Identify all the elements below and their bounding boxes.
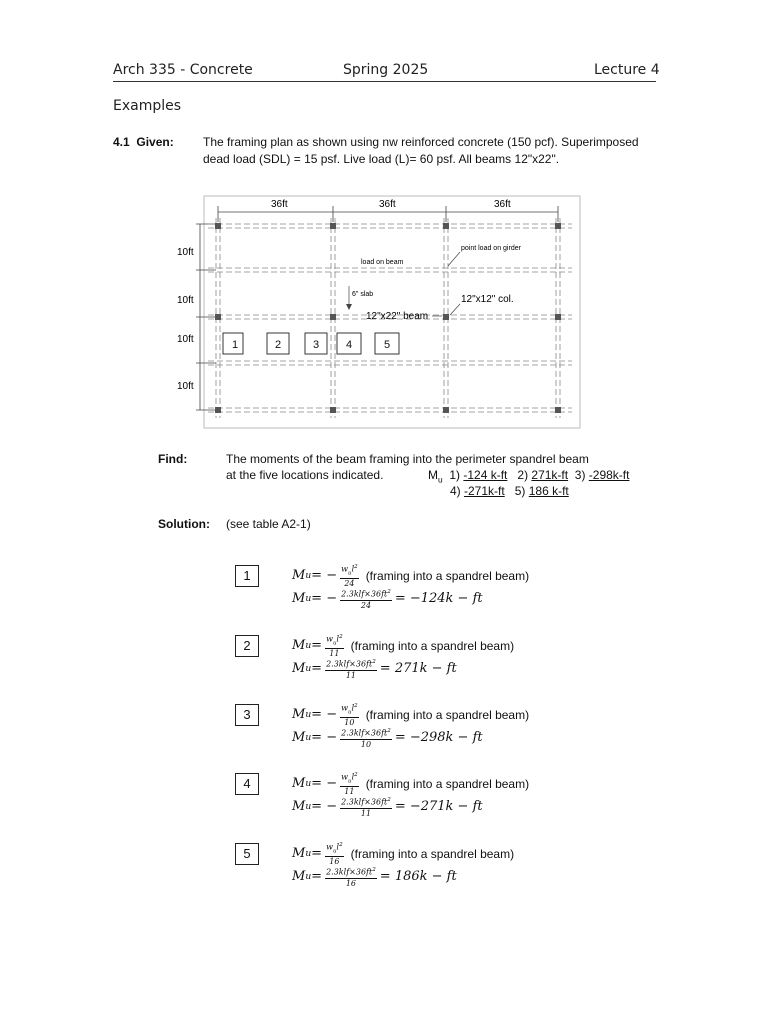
equation-note: (framing into a spandrel beam): [350, 638, 515, 653]
equals-sign: = −: [311, 776, 338, 792]
equals-sign: = −: [311, 799, 338, 815]
length-symbol: l: [351, 772, 355, 782]
point-load-leader: [448, 252, 460, 266]
column-leader: [450, 304, 460, 315]
given-line-1: The framing plan as shown using nw reinforced concrete (150 pcf). Superimposed: [203, 135, 639, 149]
moment-subscript: u: [305, 663, 312, 674]
result-2-index: 2): [517, 468, 529, 482]
problem-number-value: 4.1: [113, 135, 130, 149]
moment-result: = −124k − ft: [394, 591, 483, 607]
load-on-beam-label: load on beam: [361, 259, 404, 266]
location-box-3: 3: [235, 704, 259, 726]
fraction-denominator: 16: [329, 857, 340, 867]
location-number-3: 3: [313, 339, 320, 351]
section-title: Examples: [113, 98, 182, 114]
load-expression: 2.3klf×36ft: [341, 589, 388, 599]
given-text: [203, 134, 639, 168]
moment-subscript: u: [305, 640, 312, 651]
load-symbol: w: [326, 842, 333, 852]
result-5-value: 186 k-ft: [528, 484, 569, 498]
lecture-label: Lecture 4: [594, 62, 660, 78]
length-exponent: 2: [372, 867, 376, 873]
fraction-numerator: [325, 840, 344, 857]
substituted-fraction: [325, 657, 377, 681]
equation-3-formula: [292, 701, 529, 728]
moment-subscript: u: [305, 593, 312, 604]
slab-label: 6" slab: [352, 291, 374, 298]
given-line-2: dead load (SDL) = 15 psf. Live load (L)= 60 psf. All beams 12"x22".: [203, 152, 560, 166]
fraction-numerator: [340, 587, 392, 601]
span-label-3: 36ft: [494, 199, 511, 210]
result-2-value: 271k-ft: [531, 468, 569, 482]
span-label-2: 36ft: [379, 199, 396, 210]
fraction-denominator: 10: [360, 739, 372, 749]
result-1-index: 1): [449, 468, 461, 482]
fraction-numerator: [325, 657, 377, 671]
moment-subscript: u: [305, 732, 312, 743]
load-symbol: w: [326, 634, 333, 644]
equation-note: (framing into a spandrel beam): [350, 846, 515, 861]
moment-symbol: M: [292, 568, 306, 584]
substituted-fraction: [325, 865, 377, 889]
span-label-1: 36ft: [271, 199, 288, 210]
moment-symbol: M: [292, 846, 306, 862]
formula-fraction: [340, 701, 359, 728]
length-symbol: l: [336, 634, 340, 644]
length-symbol: l: [336, 842, 340, 852]
formula-fraction: [325, 632, 344, 659]
load-symbol: w: [341, 703, 348, 713]
load-subscript: u: [332, 640, 337, 647]
moment-result: = −298k − ft: [394, 730, 483, 746]
equals-sign: =: [311, 869, 323, 885]
fraction-numerator: [340, 701, 359, 718]
moment-subscript: u: [305, 848, 312, 859]
equals-sign: =: [311, 638, 323, 654]
moment-subscript: u: [305, 778, 312, 789]
equation-2-formula: [292, 632, 514, 659]
length-exponent: 2: [387, 728, 391, 734]
solution-label: Solution:: [158, 517, 210, 531]
equation-2-result: [292, 657, 457, 681]
moment-symbol: M: [292, 869, 306, 885]
load-symbol: w: [341, 564, 348, 574]
fraction-numerator: [340, 562, 359, 579]
moment-symbol: M: [292, 591, 306, 607]
load-subscript: u: [332, 848, 337, 855]
location-number-4: 4: [346, 339, 353, 351]
formula-fraction: [325, 840, 344, 867]
find-line-2: at the five locations indicated.: [226, 468, 384, 482]
moment-result: = −271k − ft: [394, 799, 483, 815]
equation-5-result: [292, 865, 457, 889]
equation-1-result: [292, 587, 483, 611]
equation-note: (framing into a spandrel beam): [365, 707, 530, 722]
moment-subscript: u: [305, 570, 312, 581]
fraction-denominator: 16: [345, 878, 357, 888]
equation-note: (framing into a spandrel beam): [365, 568, 530, 583]
fraction-denominator: 24: [344, 579, 355, 589]
equals-sign: = −: [311, 568, 338, 584]
point-load-label: point load on girder: [461, 245, 521, 252]
fraction-denominator: 11: [345, 670, 357, 680]
location-box-4: 4: [235, 773, 259, 795]
load-subscript: u: [347, 778, 352, 785]
length-exponent: 2: [339, 634, 343, 640]
equation-4-result: [292, 795, 483, 819]
beam-label: 12"x22" beam: [366, 311, 429, 322]
substituted-fraction: [340, 726, 392, 750]
substituted-fraction: [340, 587, 392, 611]
column-label: 12"x12" col.: [461, 294, 514, 305]
length-exponent: 2: [354, 564, 358, 570]
load-symbol: w: [341, 772, 348, 782]
length-symbol: l: [351, 703, 355, 713]
fraction-numerator: [340, 726, 392, 740]
length-exponent: 2: [387, 797, 391, 803]
result-5-index: 5): [514, 484, 526, 498]
equation-5-formula: [292, 840, 514, 867]
location-box-2: 2: [235, 635, 259, 657]
fraction-denominator: 11: [360, 808, 372, 818]
moment-result: = 271k − ft: [379, 661, 457, 677]
fraction-denominator: 10: [344, 718, 355, 728]
moment-symbol: M: [292, 730, 306, 746]
moment-subscript: u: [305, 871, 312, 882]
fraction-denominator: 11: [344, 787, 355, 797]
fraction-denominator: 24: [360, 600, 372, 610]
length-exponent: 2: [354, 703, 358, 709]
location-box-5: 5: [235, 843, 259, 865]
fraction-numerator: [325, 632, 344, 649]
load-expression: 2.3klf×36ft: [326, 659, 373, 669]
problem-number: [113, 134, 174, 151]
mu-subscript: u: [438, 474, 443, 485]
moment-result: = 186k − ft: [379, 869, 457, 885]
length-exponent: 2: [354, 772, 358, 778]
find-line-1: The moments of the beam framing into the perimeter spandrel beam: [226, 452, 589, 466]
equals-sign: = −: [311, 591, 338, 607]
course-title: Arch 335 - Concrete: [113, 62, 253, 78]
bay-label-1: 10ft: [177, 247, 194, 258]
moment-subscript: u: [305, 801, 312, 812]
length-exponent: 2: [339, 842, 343, 848]
moment-subscript: u: [305, 709, 312, 720]
moment-symbol: M: [292, 776, 306, 792]
bay-label-4: 10ft: [177, 381, 194, 392]
term-label: Spring 2025: [343, 62, 429, 78]
moment-symbol: M: [292, 638, 306, 654]
location-number-2: 2: [275, 339, 282, 351]
mu-symbol: M: [428, 468, 438, 482]
find-label: Find:: [158, 452, 188, 466]
length-exponent: 2: [372, 659, 376, 665]
location-box-1: 1: [235, 565, 259, 587]
load-subscript: u: [347, 709, 352, 716]
equation-3-result: [292, 726, 483, 750]
equation-4-formula: [292, 770, 529, 797]
load-subscript: u: [347, 570, 352, 577]
load-expression: 2.3klf×36ft: [341, 797, 388, 807]
result-4-index: 4): [450, 484, 461, 498]
equals-sign: = −: [311, 707, 338, 723]
equation-note: (framing into a spandrel beam): [365, 776, 530, 791]
location-number-5: 5: [384, 339, 391, 351]
formula-fraction: [340, 770, 359, 797]
moment-symbol: M: [292, 661, 306, 677]
bay-label-3: 10ft: [177, 334, 194, 345]
bay-label-2: 10ft: [177, 295, 194, 306]
equation-1-formula: [292, 562, 529, 589]
fraction-numerator: [325, 865, 377, 879]
solution-reference: (see table A2-1): [226, 517, 311, 531]
equals-sign: =: [311, 661, 323, 677]
fraction-denominator: 11: [329, 649, 340, 659]
fraction-numerator: [340, 770, 359, 787]
load-expression: 2.3klf×36ft: [326, 867, 373, 877]
header-rule: [113, 81, 656, 82]
length-symbol: l: [351, 564, 355, 574]
result-1-value: -124 k-ft: [463, 468, 508, 482]
result-3-index: 3): [574, 468, 586, 482]
framing-plan: [176, 192, 586, 432]
load-expression: 2.3klf×36ft: [341, 728, 388, 738]
moment-symbol: M: [292, 799, 306, 815]
given-label: Given:: [136, 135, 174, 149]
equals-sign: = −: [311, 730, 338, 746]
results-row-2: [450, 483, 569, 500]
moment-symbol: M: [292, 707, 306, 723]
fraction-numerator: [340, 795, 392, 809]
result-4-value: -271k-ft: [464, 484, 505, 498]
substituted-fraction: [340, 795, 392, 819]
location-number-1: 1: [232, 339, 239, 351]
formula-fraction: [340, 562, 359, 589]
equals-sign: =: [311, 846, 323, 862]
length-exponent: 2: [387, 589, 391, 595]
result-3-value: -298k-ft: [588, 468, 630, 482]
